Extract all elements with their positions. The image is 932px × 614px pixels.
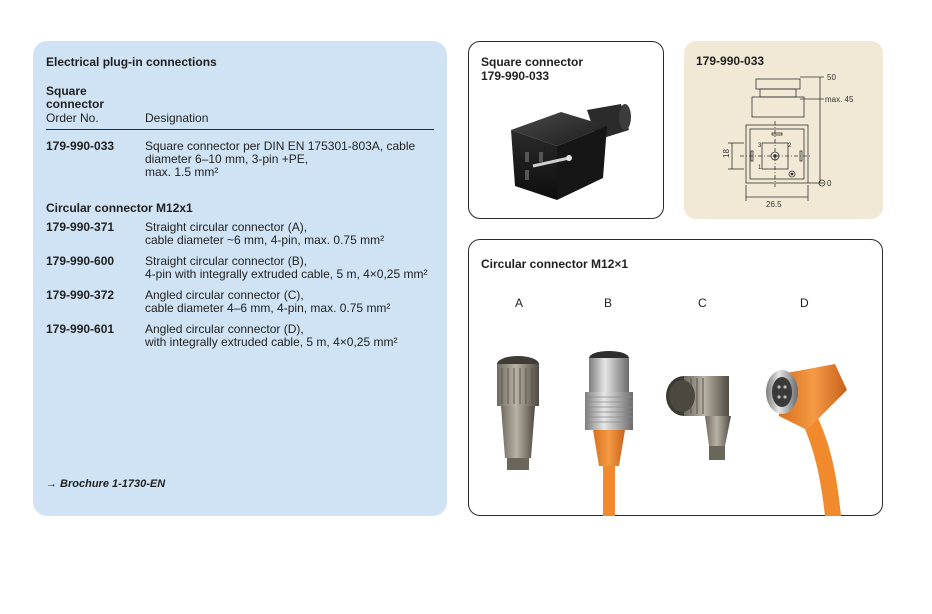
dim-18: 18 (722, 149, 731, 158)
pin-label-1: 1 (758, 165, 762, 171)
designation-line: Angled circular connector (C), (145, 288, 304, 302)
designation-line: Straight circular connector (B), (145, 254, 308, 268)
order-number: 179-990-372 (46, 288, 115, 302)
designation-line: diameter 6–10 mm, 3-pin +PE, (145, 152, 309, 166)
order-number: 179-990-600 (46, 254, 115, 268)
circular-section-heading: Circular connector M12x1 (46, 201, 193, 215)
info-panel (33, 41, 447, 516)
variant-label-c: C (698, 296, 707, 310)
variant-label-b: B (604, 296, 613, 310)
designation-line: cable diameter ~6 mm, 4-pin, max. 0.75 mm² (145, 233, 385, 247)
designation-line: with integrally extruded cable, 5 m, 4×0,25 mm² (145, 335, 398, 349)
pin-label-3: 3 (758, 143, 762, 149)
dim-50: 50 (827, 73, 836, 82)
dim-26-5: 26.5 (766, 200, 782, 209)
table-row (46, 323, 434, 349)
circular-connector-photos (469, 240, 884, 517)
dim-0: 0 (827, 179, 832, 188)
column-headers (46, 111, 434, 130)
variant-label-a: A (515, 296, 524, 310)
designation-line: Angled circular connector (D), (145, 322, 304, 336)
designation (145, 140, 434, 179)
connector-d-image (766, 364, 847, 516)
col-order-no: Order No. (46, 111, 99, 125)
square-heading-line1: Square (46, 84, 87, 98)
designation (145, 255, 434, 281)
dimension-drawing-card (684, 41, 883, 219)
variant-label-d: D (800, 296, 809, 310)
table-row (46, 140, 434, 179)
panel-title: Electrical plug-in connections (46, 55, 217, 69)
circular-card-title: Circular connector M12×1 (481, 257, 629, 271)
square-card-title-line1: Square connector (481, 55, 584, 69)
brochure-link[interactable]: → Brochure 1-1730-EN (46, 478, 166, 490)
square-section-heading (46, 85, 434, 111)
square-connector-card (468, 41, 664, 219)
table-row (46, 221, 434, 247)
square-heading-line2: connector (46, 97, 105, 111)
designation (145, 323, 434, 349)
table-row (46, 255, 434, 281)
designation-line: cable diameter 4–6 mm, 4-pin, max. 0.75 mm² (145, 301, 391, 315)
designation (145, 221, 434, 247)
dim-max45: max. 45 (825, 95, 854, 104)
drawing-card-title: 179-990-033 (696, 54, 765, 68)
connector-b-image (585, 351, 633, 516)
order-number: 179-990-371 (46, 220, 115, 234)
table-row (46, 289, 434, 315)
circular-connector-card (468, 239, 883, 516)
designation-line: max. 1.5 mm² (145, 165, 219, 179)
square-card-title-line2: 179-990-033 (481, 69, 550, 83)
pin-label-2: 2 (788, 143, 792, 149)
connector-c-image (666, 376, 731, 460)
connector-a-image (497, 356, 539, 470)
col-designation: Designation (145, 111, 209, 125)
order-number: 179-990-033 (46, 139, 115, 153)
dimension-drawing (684, 41, 883, 219)
designation (145, 289, 434, 315)
square-card-title (481, 55, 651, 83)
designation-line: Straight circular connector (A), (145, 220, 308, 234)
square-connector-photo (499, 100, 639, 210)
designation-line: 4-pin with integrally extruded cable, 5 m, 4×0,25 mm² (145, 267, 428, 281)
designation-line: Square connector per DIN EN 175301-803A, cable (145, 139, 416, 153)
order-number: 179-990-601 (46, 322, 115, 336)
